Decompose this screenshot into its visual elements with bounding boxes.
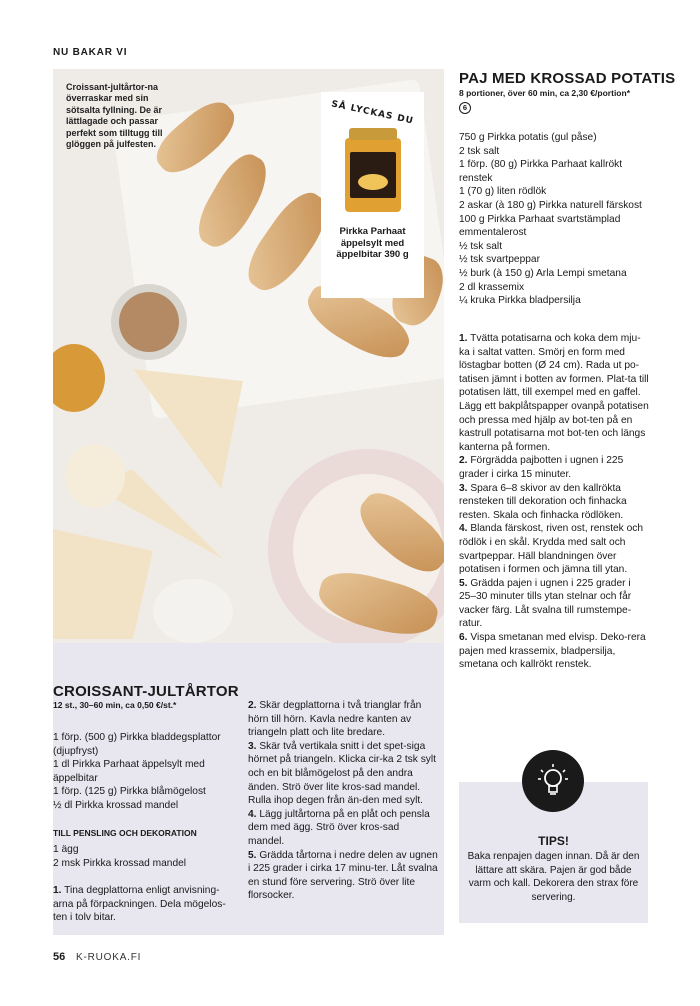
- decoration-subheading: TILL PENSLING OCH DEKORATION: [53, 828, 197, 838]
- recipe-photo: [53, 69, 444, 643]
- recipe-step: 4. Blanda färskost, riven ost, renstek och rödlök i en skål. Krydda med salt och svartpeppar. Häll blandningen över potatisen i formen och jämna till ytan.: [459, 523, 644, 576]
- ingredient: 2 askar (à 180 g) Pirkka naturell färskost: [459, 199, 642, 211]
- paj-recipe-meta: 8 portioner, över 60 min, ca 2,30 €/portion*: [459, 88, 631, 98]
- paj-recipe-title: PAJ MED KROSSAD POTATIS: [459, 70, 676, 87]
- decoration-ingredients: [53, 843, 233, 870]
- recipe-step: 4. Lägg jultårtorna på en plåt och pensla dem med ägg. Strö över kros-sad mandel.: [248, 808, 430, 847]
- section-header: NU BAKAR VI: [53, 47, 128, 58]
- jam-bowl: [53, 344, 105, 412]
- site-name: K-RUOKA.FI: [76, 952, 142, 963]
- ingredient: ½ tsk salt: [459, 240, 503, 252]
- recipe-step: 5. Grädda tårtorna i nedre delen av ugnen i 225 grader i cirka 17 minu-ter. Låt svalna en stund före servering. Strö över lite florsocker.: [248, 849, 438, 902]
- recipe-step: 2. Skär degplattorna i två trianglar från hörn till hörn. Kavla nedre kanten av triangeln platt och lite bredare.: [248, 700, 422, 739]
- page-number: 56: [53, 951, 66, 963]
- ingredient: 1 ägg: [53, 844, 79, 855]
- product-card: [321, 92, 424, 298]
- jam-jar-image: [343, 128, 403, 212]
- almond-bowl-inner: [119, 292, 179, 352]
- croissant-steps-col2: [248, 699, 438, 903]
- ingredient: ¼ kruka Pirkka bladpersilja: [459, 295, 581, 307]
- recipe-step: 3. Skär två vertikala snitt i det spet-siga hörnet på triangeln. Klicka cir-ka 2 tsk sylt och en bit blåmögelost på den andra änden. Strö över lite kros-sad mandel. Rulla ihop degen från än-den med sylt.: [248, 740, 436, 807]
- lightbulb-icon: [522, 750, 584, 812]
- ingredient: 1 förp. (80 g) Pirkka Parhaat kallrökt renstek: [459, 159, 623, 184]
- ingredient: ½ tsk svartpeppar: [459, 254, 540, 266]
- croissant-recipe-title: CROISSANT-JULTÅRTOR: [53, 683, 239, 700]
- recipe-step: 3. Spara 6–8 skivor av den kallrökta rensteken till dekoration och finhacka resten. Skala och finhacka rödlöken.: [459, 482, 627, 521]
- ingredient: 1 förp. (500 g) Pirkka bladdegsplattor (djupfryst): [53, 732, 221, 757]
- recipe-step: 2. Förgrädda pajbotten i ugnen i 225 grader i cirka 15 minuter.: [459, 455, 624, 480]
- dough-sheet: [53, 529, 153, 639]
- fruit-graphic: [358, 174, 388, 190]
- cheese-bowl: [153, 579, 233, 643]
- photo-caption: Croissant-jultårtor-na överraskar med sin sötsalta fyllning. De är lättlagade och passar perfekt som tilltugg till glöggen på julfesten.: [66, 82, 163, 150]
- dough-triangle: [133, 369, 243, 489]
- croissant-steps-col1: [53, 884, 233, 925]
- ingredient: 100 g Pirkka Parhaat svartstämplad emmentalerost: [459, 213, 621, 239]
- dough-round: [65, 444, 125, 508]
- product-card-title: SÅ LYCKAS DU: [330, 99, 415, 127]
- croissant-ingredients: [53, 731, 233, 813]
- paj-ingredients: [459, 131, 649, 308]
- ingredient: 1 förp. (125 g) Pirkka blåmögelost: [53, 786, 206, 798]
- croissant-recipe-meta: 12 st., 30–60 min, ca 0,50 €/st.*: [53, 700, 177, 710]
- ingredient: 2 tsk salt: [459, 145, 500, 157]
- jar-label: [350, 152, 396, 198]
- ingredient: 1 dl Pirkka Parhaat äppelsylt med äppelbitar: [53, 759, 205, 784]
- jar-lid: [349, 128, 397, 140]
- recipe-step: 1. Tvätta potatisarna och koka dem mju-ka i saltat vatten. Smörj en form med löstagbar botten (Ø 24 cm). Rada ut po-tatisen jämnt i botten av formen. Plat-ta till potatisen lätt, till exempel med en gaffel. Lägg ett bakplåtspapper ovanpå potatisen och pressa med hjälp av bot-ten på en kastrull potatisarna mot bot-ten och längs kanterna på formen.: [459, 333, 649, 453]
- recipe-step: 6. Vispa smetanan med elvisp. Deko-rera pajen med krassemix, bladpersilja, smetana och kallrökt renstek.: [459, 632, 646, 671]
- recipe-step: 5. Grädda pajen i ugnen i 225 grader i 25–30 minuter tills ytan stelnar och får vacker färg. Låt svalna till rumstempe-ratur.: [459, 577, 632, 630]
- paj-steps: [459, 332, 649, 672]
- ingredient: 2 dl krassemix: [459, 281, 525, 293]
- ingredient: ½ dl Pirkka krossad mandel: [53, 799, 179, 811]
- tips-text: Baka renpajen dagen innan. Då är den lättare att skära. Pajen är god både varm och kall. Dekorera den strax före servering.: [467, 851, 640, 903]
- ingredient: ½ burk (à 150 g) Arla Lempi smetana: [459, 267, 627, 279]
- serving-badge: 6: [459, 102, 471, 114]
- ingredient: 1 (70 g) liten rödlök: [459, 186, 547, 198]
- recipe-step: 1. Tina degplattorna enligt anvisning-arna på förpackningen. Dela mögelos-ten i tolv bitar.: [53, 885, 226, 924]
- ingredient: 750 g Pirkka potatis (gul påse): [459, 132, 597, 143]
- tips-title: TIPS!: [538, 834, 569, 848]
- ingredient: 2 msk Pirkka krossad mandel: [53, 857, 187, 869]
- product-name: Pirkka Parhaat äppelsylt med äppelbitar 390 g: [336, 226, 409, 260]
